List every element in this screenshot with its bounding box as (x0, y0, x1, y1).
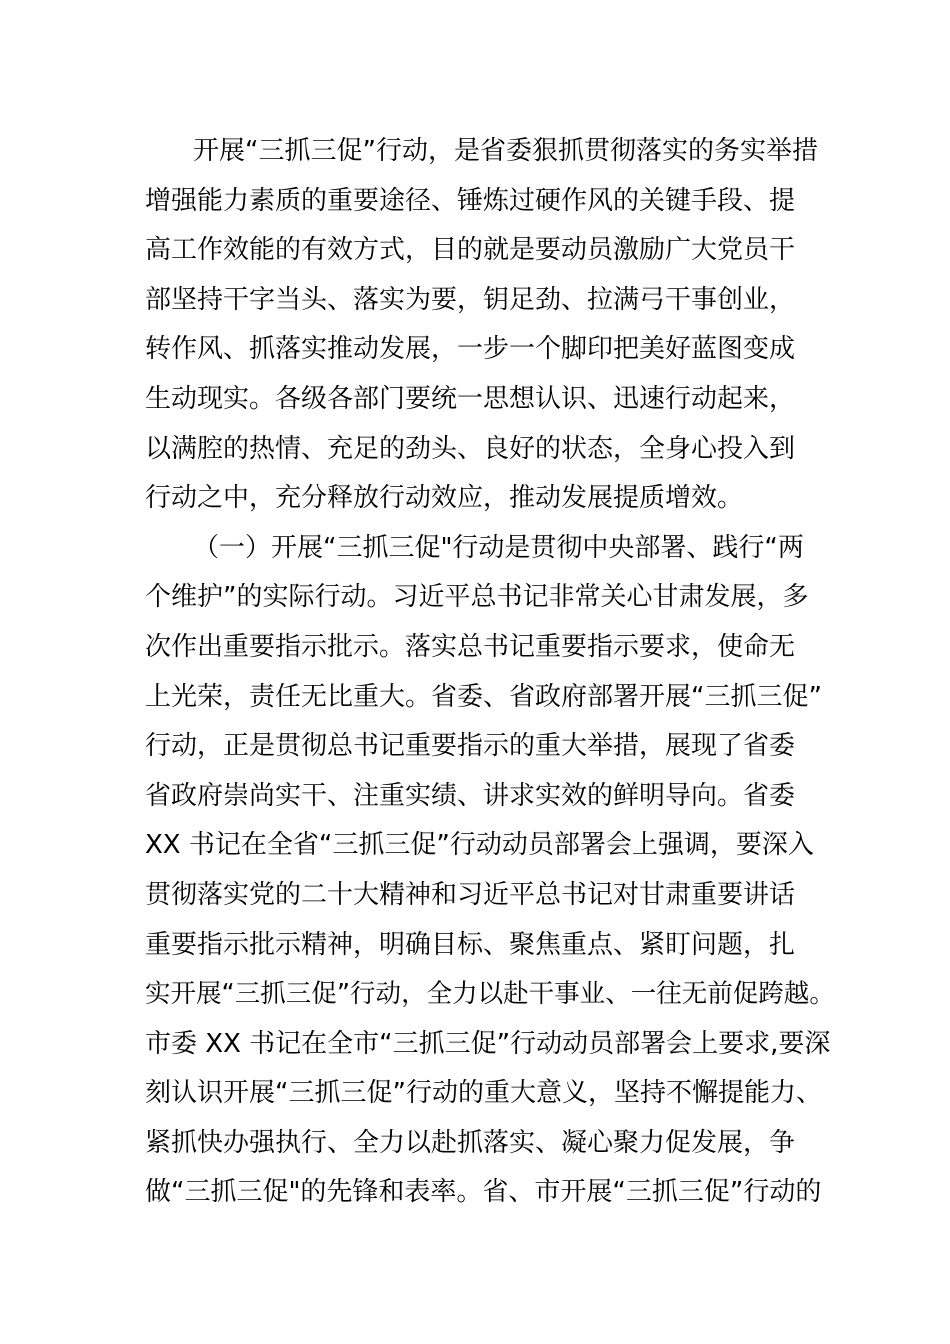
paragraph-2-line-3: 次作出重要指示批示。落实总书记重要指示要求，使命无 (145, 631, 796, 662)
paragraph-2-line-5: 行动，正是贯彻总书记重要指示的重大举措，展现了省委 (145, 731, 796, 762)
paragraph-2-line-9: 重要指示批示精神，明确目标、聚焦重点、紧盯问题，扎 (145, 929, 796, 960)
paragraph-2-line-7: XX 书记在全省“三抓三促”行动动员部署会上强调，要深入 (145, 830, 814, 861)
paragraph-1-line-4: 部坚持干字当头、落实为要，钥足劲、拉满弓干事创业， (145, 284, 796, 315)
paragraph-1-line-2: 增强能力素质的重要途径、锤炼过硬作风的关键手段、提 (145, 185, 796, 216)
paragraph-2-line-8: 贯彻落实党的二十大精神和习近平总书记对甘肃重要讲话 (145, 879, 796, 910)
paragraph-1-line-3: 高工作效能的有效方式，目的就是要动员激励广大党员干 (145, 235, 796, 266)
paragraph-2-line-12: 刻认识开展“三抓三促”行动的重大意义，坚持不懈提能力、 (145, 1078, 822, 1109)
paragraph-1-line-1: 开展“三抓三促”行动，是省委狠抓贯彻落实的务实举措 (193, 136, 818, 166)
paragraph-1-line-6: 生动现实。各级各部门要统一思想认识、迅速行动起来， (145, 383, 796, 414)
paragraph-2-line-4: 上光荣，责任无比重大。省委、省政府部署开展“三抓三促” (145, 681, 822, 712)
paragraph-2-line-11: 市委 XX 书记在全市“三抓三促”行动动员部署会上要求,要深 (145, 1028, 831, 1059)
body-text (145, 127, 835, 1218)
paragraph-1-line-7: 以满腔的热情、充足的劲头、良好的状态，全身心投入到 (145, 433, 796, 464)
paragraph-2-line-10: 实开展“三抓三促”行动，全力以赴干事业、一往无前促跨越。 (145, 979, 835, 1010)
paragraph-2-line-1: （一）开展“三抓三促"行动是贯彻中央部署、践行“两 (193, 532, 804, 563)
paragraph-2-line-14: 做“三抓三促"的先锋和表率。省、市开展“三抓三促”行动的 (145, 1177, 822, 1208)
paragraph-2-line-13: 紧抓快办强执行、全力以赴抓落实、凝心聚力促发展，争 (145, 1127, 796, 1158)
paragraph-2-line-2: 个维护”的实际行动。习近平总书记非常关心甘肃发展，多 (145, 582, 809, 613)
paragraph-2-line-6: 省政府崇尚实干、注重实绩、讲求实效的鲜明导向。省委 (145, 780, 796, 811)
paragraph-1-line-8: 行动之中，充分释放行动效应，推动发展提质增效。 (145, 483, 744, 514)
paragraph-1-line-5: 转作风、抓落实推动发展，一步一个脚印把美好蓝图变成 (145, 334, 796, 365)
